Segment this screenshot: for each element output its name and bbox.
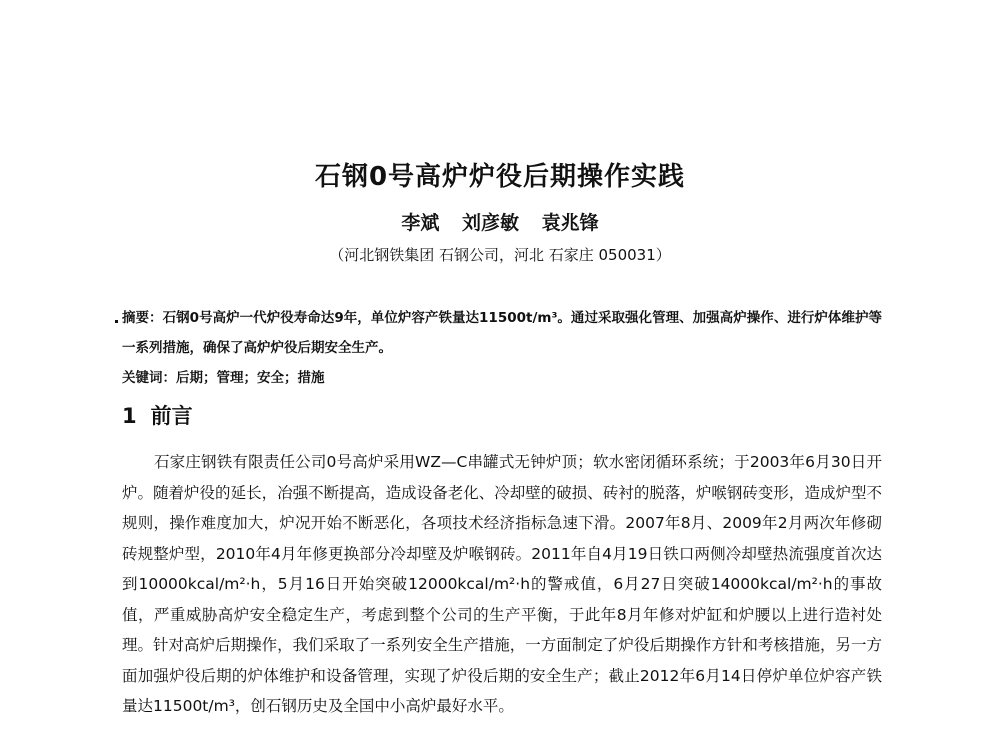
abstract-text: 石钢0号高炉一代炉役寿命达9年，单位炉容产铁量达11500t/m³。通过采取强化管理、加强高炉操作、进行炉体维护等一系列措施，确保了高炉炉役后期安全生产。 bbox=[122, 310, 883, 356]
section-title: 前言 bbox=[150, 404, 193, 428]
keywords-label: 关键词： bbox=[122, 370, 176, 386]
paper-title: 石钢0号高炉炉役后期操作实践 bbox=[314, 162, 686, 192]
section-number: 1 bbox=[122, 404, 137, 428]
abstract-label: 摘要： bbox=[122, 310, 163, 326]
scan-dot bbox=[115, 320, 118, 323]
keywords-text: 后期；管理；安全；措施 bbox=[176, 370, 325, 386]
abstract-block bbox=[122, 303, 882, 363]
paper-authors: 李斌 刘彦敏 袁兆锋 bbox=[401, 212, 599, 234]
body-paragraph: 石家庄钢铁有限责任公司0号高炉采用WZ—C串罐式无钟炉顶；软水密闭循环系统；于2003年6月30日开炉。随着炉役的延长，冶强不断提高，造成设备老化、冷却壁的破损、砖衬的脱落，炉喉钢砖变形，造成炉型不规则，操作难度加大，炉况开始不断恶化，各项技术经济指标急速下滑。2007年8月、2009年2月两次年修砌砖规整炉型，2010年4月年修更换部分冷却壁及炉喉钢砖。2011年自4月19日铁口两侧冷却壁热流强度首次达到10000kcal/m²·h，5月16日开始突破12000kcal/m²·h的警戒值，6月27日突破14000kcal/m²·h的事故值，严重威胁高炉安全稳定生产，考虑到整个公司的生产平衡，于此年8月年修对炉缸和炉腰以上进行造衬处理。针对高炉后期操作，我们采取了一系列安全生产措施，一方面制定了炉役后期操作方针和考核措施，另一方面加强炉役后期的炉体维护和设备管理，实现了炉役后期的安全生产；截止2012年6月14日停炉单位炉容产铁量达11500t/m³，创石钢历史及全国中小高炉最好水平。 bbox=[122, 453, 882, 715]
paper-affiliation: （河北钢铁集团 石钢公司，河北 石家庄 050031） bbox=[329, 246, 671, 264]
section-heading bbox=[122, 400, 193, 430]
keywords-block bbox=[122, 366, 882, 386]
